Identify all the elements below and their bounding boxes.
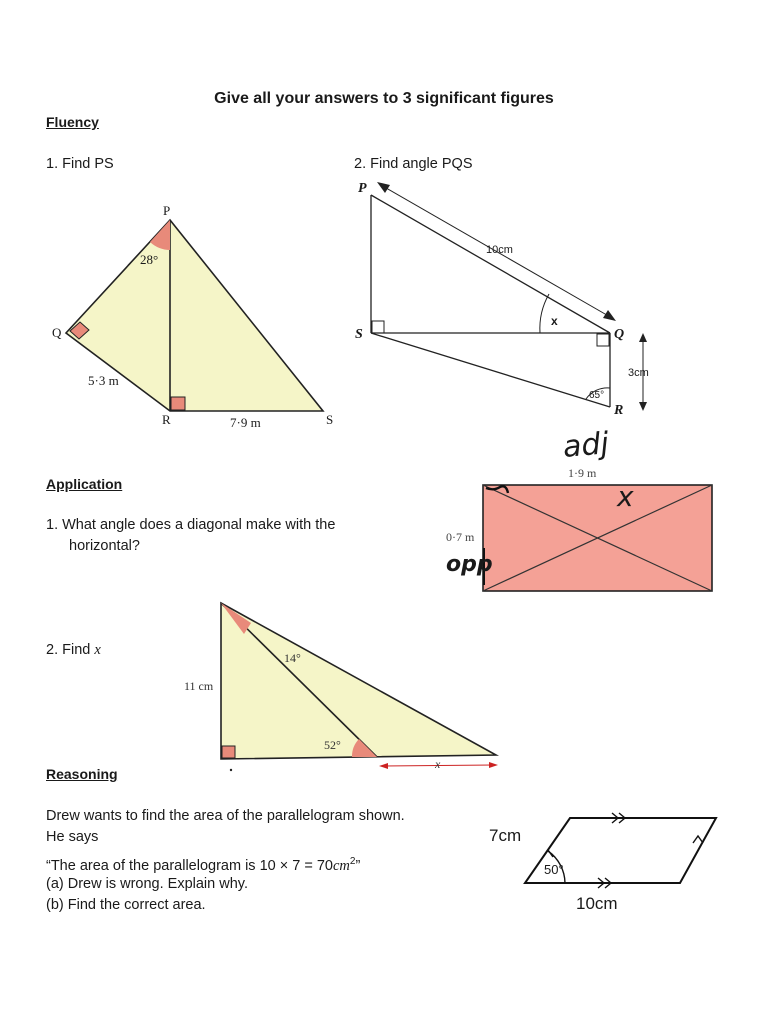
triangle-x-label: x [435, 757, 441, 771]
triangle-height-label: 11 cm [184, 679, 214, 693]
label2-x: x [551, 314, 558, 328]
reasoning-part-a: (a) Drew is wrong. Explain why. [46, 876, 248, 892]
application-q1-line1: 1. What angle does a diagonal make with the [46, 517, 336, 533]
reasoning-part-b: (b) Find the correct area. [46, 897, 206, 913]
fluency-q2-text: 2. Find angle PQS [354, 156, 473, 172]
label2-q: Q [614, 327, 625, 342]
application-q1-line2: horizontal? [69, 538, 140, 554]
rect-height-label: 0·7 m [446, 530, 475, 544]
label-s: S [326, 412, 334, 427]
reasoning-quote: “The area of the parallelogram is $10 \times 7 = 70cm^2$” [46, 856, 361, 874]
label2-3cm: 3cm [628, 367, 649, 379]
side-qr: 5·3 m [88, 373, 119, 388]
reasoning-line2: He says [46, 829, 99, 845]
fluency-q1-text: 1. Find PS [46, 156, 114, 172]
label-r: R [162, 412, 171, 427]
application-q2-text: 2. Find x [46, 642, 101, 658]
label-q: Q [52, 325, 62, 340]
rect-width-label: 1·9 m [568, 466, 597, 480]
page-title: Give all your answers to 3 significant figures [214, 90, 554, 107]
label2-r: R [614, 403, 624, 418]
side-rs: 7·9 m [230, 415, 261, 430]
fluency-heading: Fluency [46, 114, 99, 130]
handwritten-adj: adj [561, 426, 611, 465]
label2-s: S [355, 327, 363, 342]
angle-28: 28° [140, 252, 159, 267]
reasoning-heading: Reasoning [46, 766, 118, 782]
label2-hyp: 10cm [486, 244, 513, 256]
parallelogram-side-label: 7cm [489, 826, 522, 845]
application-heading: Application [46, 476, 123, 492]
handwritten-x: x [617, 480, 634, 513]
label2-p: P [358, 181, 367, 196]
triangle-angle-52: 52° [324, 738, 341, 752]
parallelogram-angle-label: 50° [544, 862, 564, 877]
label-p: P [163, 203, 171, 218]
handwritten-opp: opp [446, 552, 493, 577]
triangle-angle-14: 14° [284, 651, 301, 665]
label2-65: 65° [589, 390, 605, 401]
parallelogram-base-label: 10cm [576, 894, 618, 913]
reasoning-line1: Drew wants to find the area of the parallelogram shown. [46, 808, 405, 824]
